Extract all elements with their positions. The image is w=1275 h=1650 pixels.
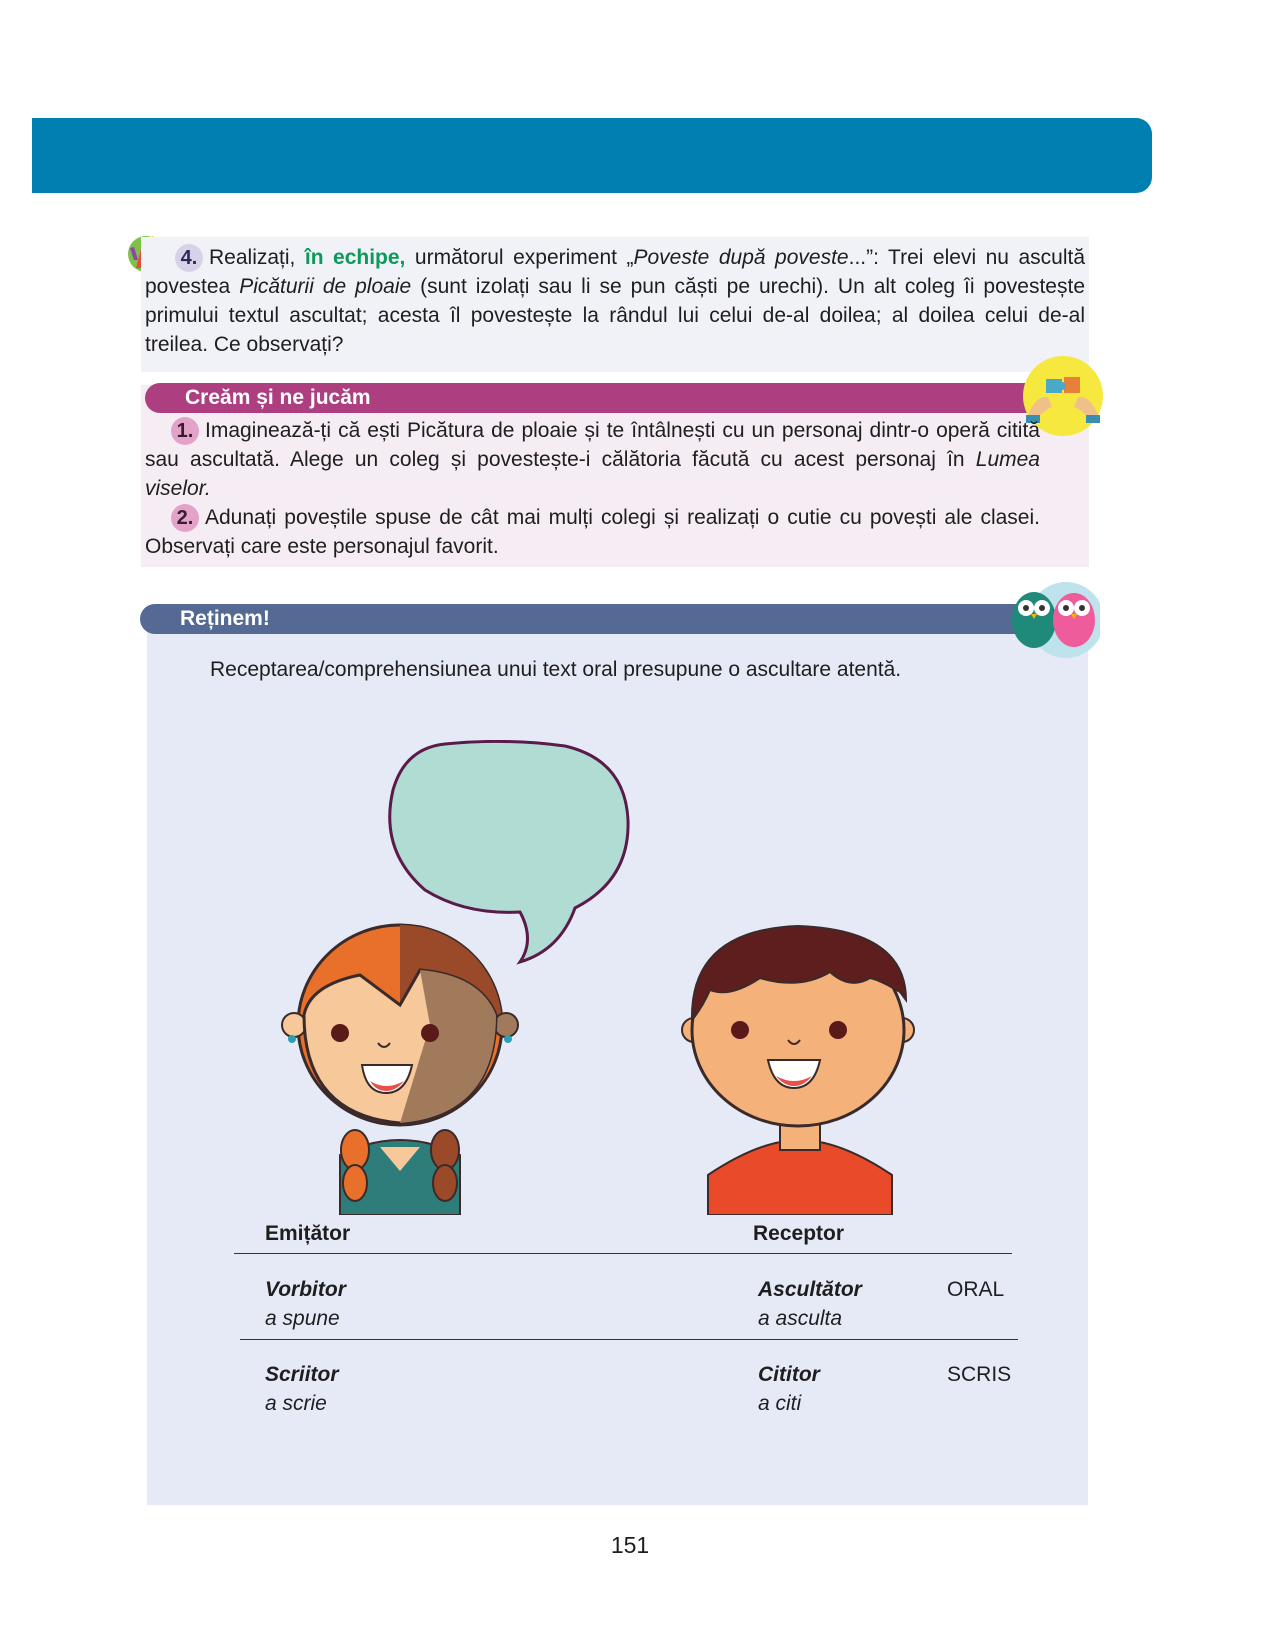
owls-icon <box>1008 578 1100 660</box>
create-section-title: Creăm și ne jucăm <box>145 383 1030 413</box>
table-cell: a spune <box>265 1307 340 1330</box>
item-number-badge: 1. <box>171 417 199 445</box>
table-divider <box>240 1339 1018 1340</box>
create-item-2: 2. Adunați poveștile spuse de cât mai mulți colegi și realizați o cutie cu povești ale clasei. Observați care este personajul favorit. <box>145 506 1040 558</box>
retine-section-title: Reținem! <box>140 604 1020 634</box>
table-cell: Ascultător <box>758 1278 862 1301</box>
boy-listener-illustration <box>680 920 920 1215</box>
table-cell: a scrie <box>265 1392 327 1415</box>
table-divider <box>234 1253 1012 1254</box>
table-header-receiver: Receptor <box>753 1222 845 1245</box>
table-cell: Cititor <box>758 1363 820 1386</box>
exercise-4-text: 4. Realizați, în echipe, următorul experiment „Poveste după poveste...”: Trei elevi nu ascultă povestea Picăturii de ploaie (sunt izolați sau li se pun căști pe urechi). Un alt coleg îi povestește primului textul ascultat; acesta îl povestește la rândul lui celui de-al doilea; al doilea celui de-al treilea. Ce observați? <box>145 246 1086 356</box>
retine-statement: Receptarea/comprehensiunea unui text oral presupune o ascultare atentă. <box>210 658 902 681</box>
table-header-emitter: Emițător <box>265 1222 351 1245</box>
table-cell: Vorbitor <box>265 1278 346 1301</box>
table-mode-label: SCRIS <box>947 1363 1012 1386</box>
page-number: 151 <box>610 1532 650 1558</box>
item-number-badge: 2. <box>171 504 199 532</box>
create-section-text <box>145 416 1040 561</box>
table-mode-label: ORAL <box>947 1278 1005 1301</box>
create-item-1: 1. Imaginează-ți că ești Picătura de ploaie și te întâlnești cu un personaj dintr-o operă citită sau ascultată. Alege un coleg și povestește-i călătoria făcută cu acest personaj în Lumea viselor. <box>145 419 1040 500</box>
header-banner <box>32 118 1152 193</box>
girl-speaker-illustration <box>280 915 520 1215</box>
table-cell: a citi <box>758 1392 802 1415</box>
highlight-text: în echipe, <box>304 246 406 269</box>
table-cell: a asculta <box>758 1307 843 1330</box>
table-cell: Scriitor <box>265 1363 339 1386</box>
exercise-number-badge: 4. <box>175 244 203 272</box>
exercise-4-block <box>141 237 1089 372</box>
